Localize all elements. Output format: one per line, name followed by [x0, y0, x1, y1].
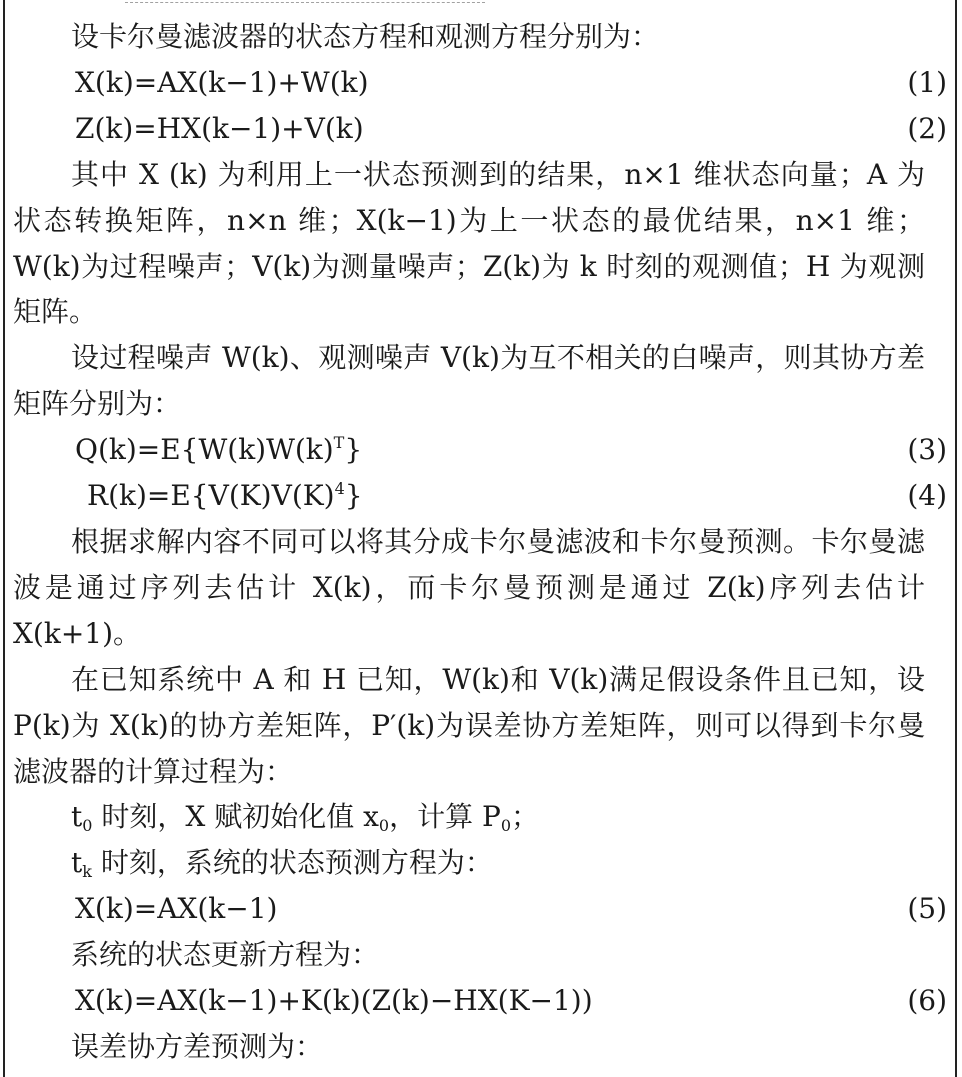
- step-tk-subscript: k: [82, 862, 92, 882]
- step-t0-text-b: ，计算 P: [389, 800, 501, 834]
- step-t0-text-c: ；: [511, 800, 540, 834]
- paper-body: [13, 14, 947, 1070]
- equation-4-tail: }: [344, 479, 363, 513]
- equation-4-body: [87, 479, 363, 512]
- equation-4-main: R(k)=E{V(K)V(K): [87, 479, 335, 513]
- equation-3-superscript: T: [333, 433, 345, 453]
- equation-2-body: Z(k)=HX(k−1)+V(k): [75, 111, 364, 145]
- paragraph-filter-vs-prediction: 根据求解内容不同可以将其分成卡尔曼滤波和卡尔曼预测。卡尔曼滤波是通过序列去估计 X(k)，而卡尔曼预测是通过 Z(k)序列去估计 X(k+1)。: [13, 524, 925, 650]
- equation-2: [13, 106, 947, 152]
- paragraph-noise-assumption: 设过程噪声 W(k)、观测噪声 V(k)为互不相关的白噪声，则其协方差矩阵分别为：: [13, 341, 925, 421]
- equation-1-body: X(k)=AX(k−1)+W(k): [75, 65, 369, 99]
- equation-1: [13, 60, 947, 106]
- step-t0-symbol: t: [71, 800, 83, 834]
- paragraph-intro: 设卡尔曼滤波器的状态方程和观测方程分别为：: [71, 20, 660, 53]
- equation-1-number: (1): [907, 65, 947, 99]
- equation-3-number: (3): [907, 433, 947, 467]
- step-t0-x-subscript: 0: [378, 816, 390, 836]
- equation-5: [13, 886, 947, 932]
- paper-page: [3, 0, 957, 1077]
- equation-2-number: (2): [907, 111, 947, 145]
- paragraph-error-covariance: 误差协方差预测为：: [71, 1029, 324, 1063]
- clipped-previous-line: [125, 0, 485, 3]
- equation-6-body: X(k)=AX(k−1)+K(k)(Z(k)−HX(K−1)): [75, 984, 593, 1018]
- step-t0: [13, 794, 925, 840]
- equation-3-tail: }: [344, 433, 363, 467]
- equation-4-number: (4): [907, 479, 947, 513]
- equation-3-main: Q(k)=E{W(k)W(k): [75, 433, 334, 467]
- step-tk-text: 时刻，系统的状态预测方程为：: [91, 846, 493, 880]
- equation-3: [13, 427, 947, 473]
- step-tk-symbol: t: [71, 846, 83, 880]
- step-t0-p-subscript: 0: [500, 816, 512, 836]
- equation-3-body: [75, 433, 362, 466]
- paragraph-state-update: 系统的状态更新方程为：: [71, 938, 380, 972]
- step-tk: [13, 840, 925, 886]
- equation-4-superscript: 4: [334, 479, 345, 499]
- paragraph-variable-definitions: 其中 X (k) 为利用上一状态预测到的结果，n×1 维状态向量；A 为状态转换矩阵，n×n 维；X(k−1)为上一状态的最优结果，n×1 维；W(k)为过程噪声；V(k)为测量噪声；Z(k)为 k 时刻的观测值；H 为观测矩阵。: [13, 157, 925, 329]
- paragraph-known-system: 在已知系统中 A 和 H 已知，W(k)和 V(k)满足假设条件且已知，设 P(k)为 X(k)的协方差矩阵，P′(k)为误差协方差矩阵，则可以得到卡尔曼滤波器的计算过程为：: [13, 662, 925, 788]
- step-t0-subscript: 0: [82, 816, 93, 836]
- equation-5-number: (5): [907, 892, 947, 926]
- equation-6: [13, 978, 947, 1024]
- step-t0-text-a: 时刻，X 赋初始化值 x: [92, 800, 379, 834]
- equation-5-body: X(k)=AX(k−1): [75, 892, 278, 926]
- equation-4: [13, 473, 947, 519]
- equation-6-number: (6): [907, 984, 947, 1018]
